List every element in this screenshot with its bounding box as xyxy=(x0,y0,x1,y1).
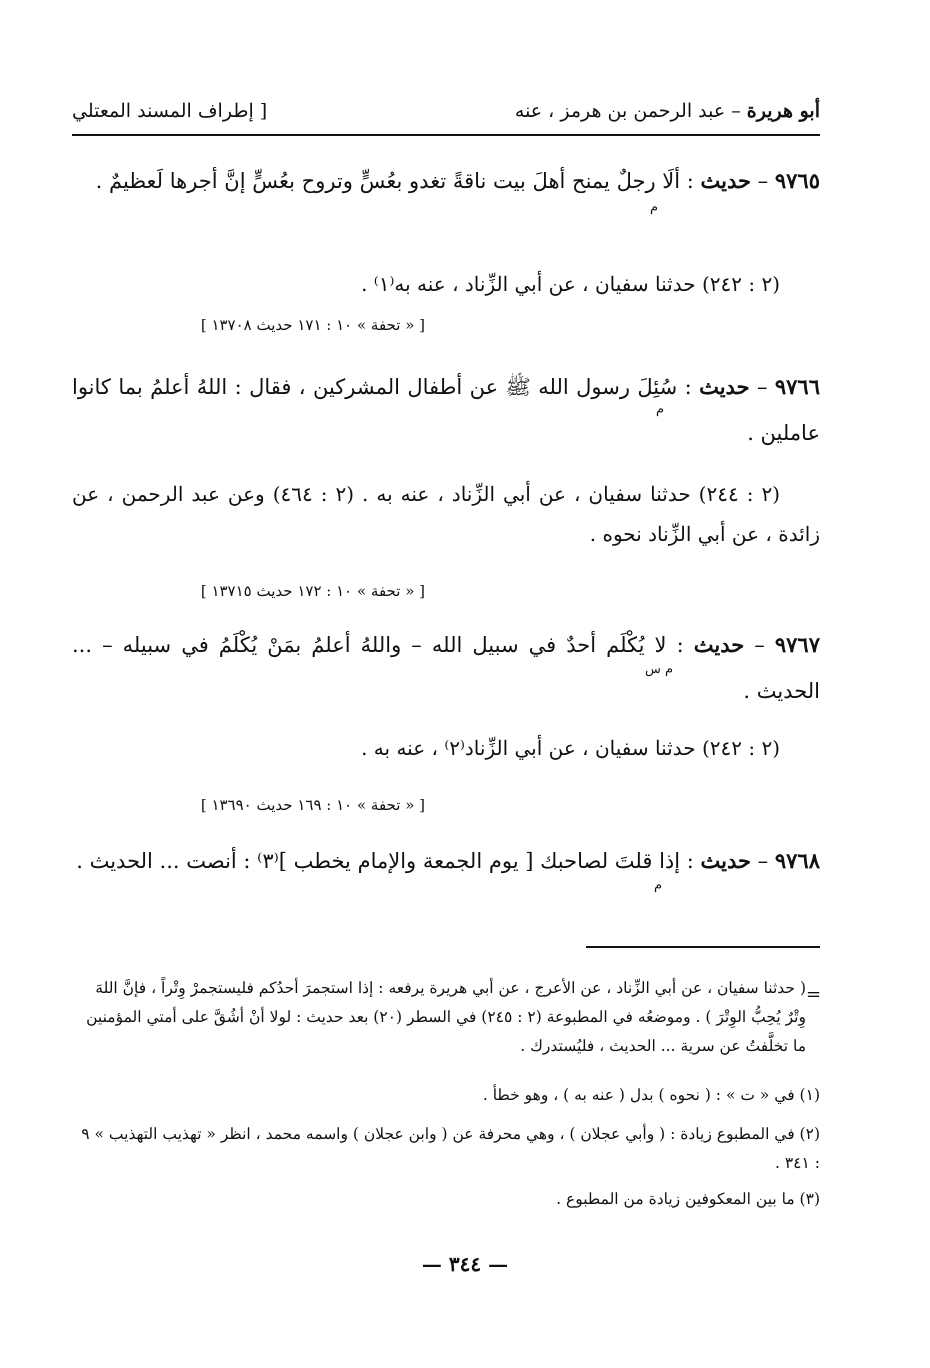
isnad-block: (٢ : ٢٤٤) حدثنا سفيان ، عن أبي الزِّناد ، عنه به . (٢ : ٤٦٤) وعن عبد الرحمن ، عن زائدة ، عن أبي الزِّناد نحوه . xyxy=(72,482,820,546)
hadith-keyword: حديث xyxy=(700,848,751,873)
hadith-text: : لا يُكْلَم أحدٌ في سبيل الله – واللهُ أعلمُ بمَنْ يُكْلَمُ في سبيله – ... الحديث . xyxy=(72,633,820,703)
hadith-entry-9767: ٩٧٦٧ – حديث : لا يُكْلَم أحدٌ في سبيل الله – واللهُ أعلمُ بمَنْ يُكْلَمُ في سبيله – ... الحديث . xyxy=(72,632,820,703)
hadith-entry-9765: ٩٧٦٥ – حديث : ألَا رجلٌ يمنح أهلَ بيت ناقةً تغدو بعُسٍّ وتروح بعُسٍّ إنَّ أجرها لَعظيمٌ . xyxy=(95,168,820,193)
footnote-continuation: ( حدثنا سفيان ، عن أبي الزِّناد ، عن الأعرج ، عن أبي هريرة يرفعه : إذا استجمرَ أحدُكم فليستجمرْ وِتْراً ، فإنَّ اللهَ وِتْرٌ يُحِبُّ الوِتْرَ ) . وموضعُه في المطبوعة (٢ : ٢٤٥) في السطر (٢٠) بعد حديث : لولا أنْ أشُقَّ على أمتي المؤمنين ما تخلَّفتُ عن سرية ... الحديث ، فليُستدرك . xyxy=(86,979,806,1055)
hadith-sigla: م xyxy=(654,878,663,893)
isnad-line: (٢ : ٢٤٢) حدثنا سفيان ، عن أبي الزِّناد⁽٢⁾ ، عنه به . xyxy=(361,736,780,760)
hadith-sigla: م س xyxy=(645,662,674,677)
hadith-number: ٩٧٦٥ xyxy=(774,168,820,193)
hadith-number: ٩٧٦٧ xyxy=(774,632,820,657)
footnote-3: (٣) ما بين المعكوفين زيادة من المطبوع . xyxy=(556,1190,820,1208)
hadith-entry-9768: ٩٧٦٨ – حديث : إذا قلتَ لصاحبك [ يوم الجمعة والإمام يخطب ]⁽٣⁾ : أنصت ... الحديث . xyxy=(76,848,820,873)
running-header-right xyxy=(515,100,820,122)
footnote-1: (١) في « ت » : ( نحوه ) بدل ( عنه به ) ، وهو خطأ . xyxy=(482,1086,820,1104)
footnote-2: (٢) في المطبوع زيادة : ( وأبي عجلان ) ، وهي محرفة عن ( وابن عجلان ) واسمه محمد ، انظر « تهذيب التهذيب » ٩ : ٣٤١ . xyxy=(81,1125,820,1172)
tuhfa-reference: [ « تحفة » ١٠ : ١٦٩ حديث ١٣٦٩٠ ] xyxy=(200,796,425,814)
footnote-rule xyxy=(586,946,820,948)
header-author: أبو هريرة xyxy=(746,100,820,122)
hadith-sigla: م xyxy=(650,200,659,215)
hadith-keyword: حديث xyxy=(693,632,745,657)
hadith-number: ٩٧٦٨ xyxy=(774,848,820,873)
footnote-continuation-mark: = xyxy=(806,984,822,1005)
running-header-left: [ إطراف المسند المعتلي xyxy=(72,100,268,122)
tuhfa-reference: [ « تحفة » ١٠ : ١٧١ حديث ١٣٧٠٨ ] xyxy=(200,316,425,334)
isnad-line: (٢ : ٢٤٢) حدثنا سفيان ، عن أبي الزِّناد ، عنه به⁽١⁾ . xyxy=(361,272,780,296)
hadith-number: ٩٧٦٦ xyxy=(774,374,820,399)
header-chain: – عبد الرحمن بن هرمز ، عنه xyxy=(514,100,747,122)
hadith-entry-9766: ٩٧٦٦ – حديث : سُئِلَ رسول الله ﷺ عن أطفال المشركين ، فقال : اللهُ أعلمُ بما كانوا عاملين . xyxy=(72,374,820,445)
hadith-keyword: حديث xyxy=(700,168,751,193)
hadith-keyword: حديث xyxy=(699,374,750,399)
hadith-sigla: م xyxy=(656,402,665,417)
hadith-text: : سُئِلَ رسول الله ﷺ عن أطفال المشركين ، فقال : اللهُ أعلمُ بما كانوا عاملين . xyxy=(72,375,820,445)
hadith-text: : ألَا رجلٌ يمنح أهلَ بيت ناقةً تغدو بعُسٍّ وتروح بعُسٍّ إنَّ أجرها لَعظيمٌ . xyxy=(95,169,701,193)
page-number: — ٣٤٤ — xyxy=(421,1252,509,1276)
header-rule xyxy=(72,134,820,136)
hadith-text: : إذا قلتَ لصاحبك [ يوم الجمعة والإمام يخطب ]⁽٣⁾ : أنصت ... الحديث . xyxy=(76,849,701,873)
tuhfa-reference: [ « تحفة » ١٠ : ١٧٢ حديث ١٣٧١٥ ] xyxy=(200,582,425,600)
